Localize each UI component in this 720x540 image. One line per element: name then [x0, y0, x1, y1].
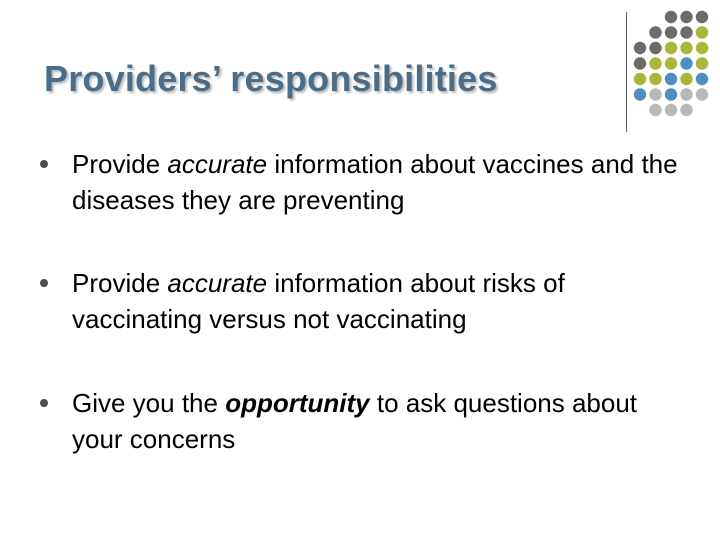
bullet-text-part: information about risks of vaccinating versus not vaccinating: [72, 268, 565, 334]
bullet-point-icon: [40, 399, 48, 407]
bullet-emphasis: accurate: [167, 268, 268, 298]
slide-title: Providers’ responsibilities: [44, 58, 498, 99]
bullet-point-icon: [40, 160, 48, 168]
bullet-text: [72, 265, 682, 337]
bullet-text-part: Give you the: [72, 388, 226, 418]
bullet-emphasis: opportunity: [225, 388, 370, 418]
bullet-text-part: Provide: [72, 268, 168, 298]
bullet-text: [72, 385, 682, 457]
bullet-emphasis: accurate: [167, 149, 268, 179]
bullet-point-icon: [40, 279, 48, 287]
bullet-emphasis-strong: [225, 388, 369, 418]
bullet-text-part: Provide: [72, 149, 168, 179]
bullet-text-part: information about vaccines and the diseases they are preventing: [72, 149, 678, 215]
bullet-text: [72, 146, 682, 218]
bullet-text-part: to ask questions about your concerns: [72, 388, 638, 454]
